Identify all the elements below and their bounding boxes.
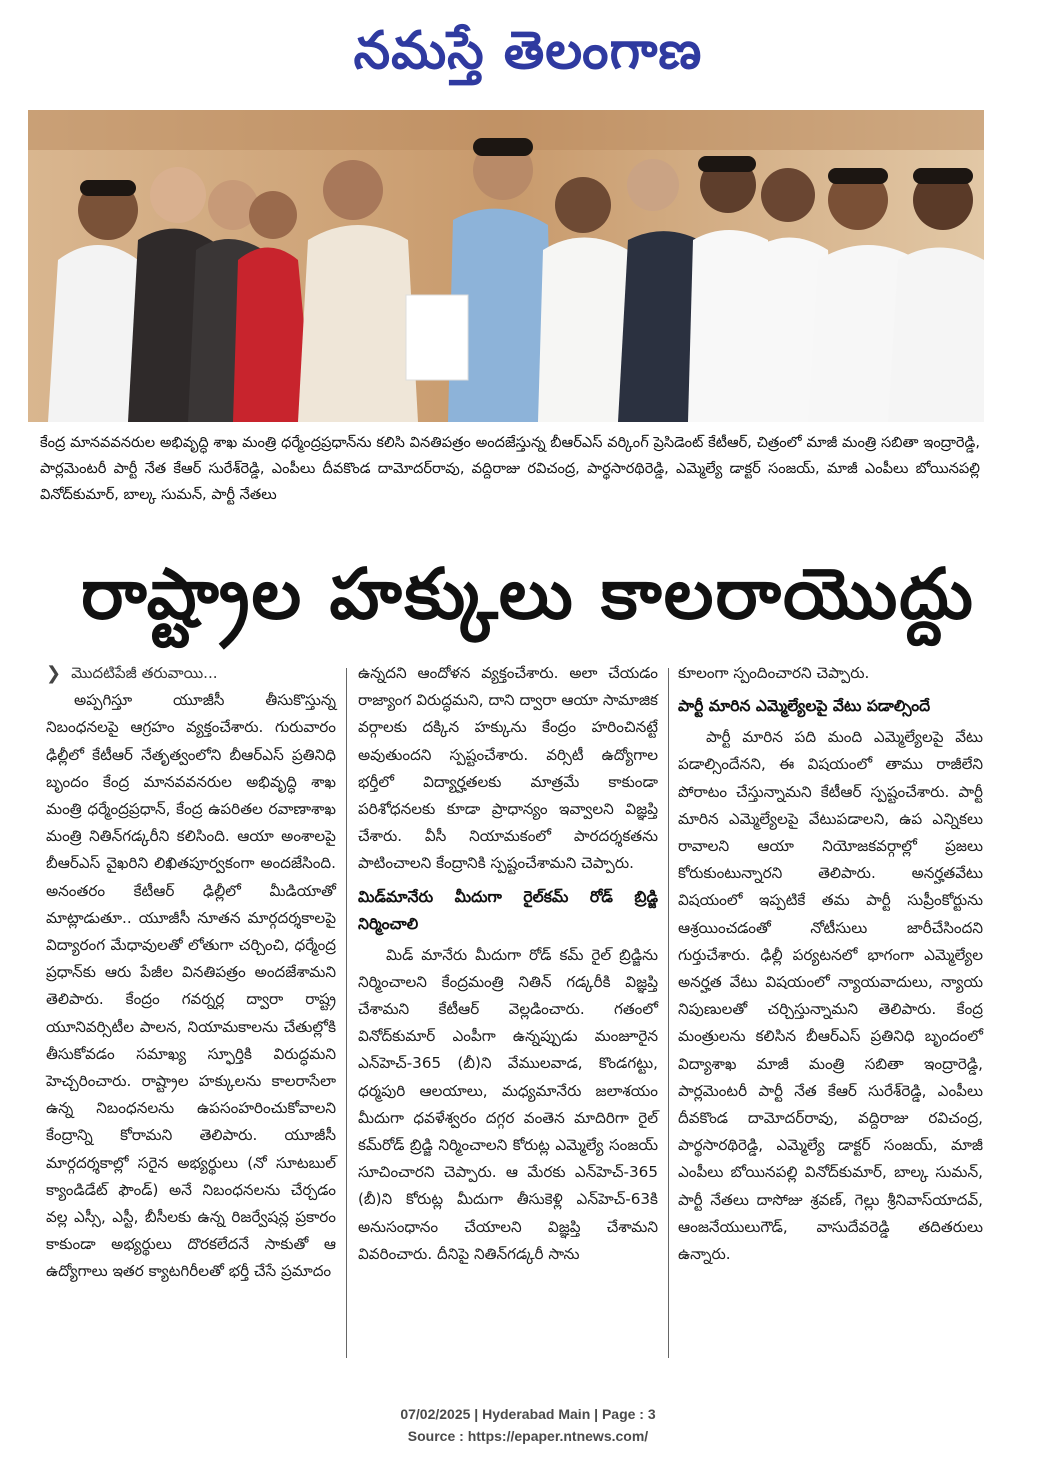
news-photo [28, 110, 984, 422]
source-link[interactable]: Source : https://epaper.ntnews.com/ [407, 1428, 649, 1444]
article-column-1 [46, 660, 336, 1286]
column-divider [668, 668, 669, 1358]
chevron-right-icon: ❯ [46, 663, 62, 684]
photo-caption: కేంద్ర మానవవనరుల అభివృద్ధి శాఖ మంత్రి ధర్మేంద్రప్రధాన్‌ను కలిసి వినతిపత్రం అందజేస్తున్న బీఆర్‌ఎస్ వర్కింగ్ ప్రెసిడెంట్ కేటీఆర్, చిత్రంలో మాజీ మంత్రి సబితా ఇంద్రారెడ్డి, పార్లమెంటరీ పార్టీ నేత కేఆర్ సురేశ్‌రెడ్డి, ఎంపీలు దీవకొండ దామోదర్‌రావు, వద్దిరాజు రవిచంద్ర, పార్థసారథిరెడ్డి, ఎమ్మెల్యే డాక్టర్ సంజయ్, మాజీ ఎంపీలు బోయినపల్లి వినోద్‌కుమార్, బాల్క సుమన్, పార్టీ నేతలు [40, 434, 980, 503]
column-1-body: అప్పగిస్తూ యూజీసీ తీసుకొస్తున్న నిబంధనలపై ఆగ్రహం వ్యక్తంచేశారు. గురువారం ఢిల్లీలో కేటీఆర్ నేతృత్వంలోని బీఆర్‌ఎస్ ప్రతినిధి బృందం కేంద్ర మానవవనరుల అభివృద్ధి శాఖ మంత్రి ధర్మేంద్రప్రధాన్, కేంద్ర ఉపరితల రవాణాశాఖ మంత్రి నితిన్‌గడ్కరీని కలిసింది. ఆయా అంశాలపై బీఆర్‌ఎస్ వైఖరిని లిఖితపూర్వకంగా అందజేసింది. అనంతరం కేటీఆర్ ఢిల్లీలో మీడియాతో మాట్లాడుతూ.. యూజీసీ నూతన మార్గదర్శకాలపై విద్యారంగ మేధావులతో లోతుగా చర్చించి, ధర్మేంద్ర ప్రధాన్‌కు ఆరు పేజీల వినతిపత్రం అందజేశామని తెలిపారు. కేంద్రం గవర్నర్ల ద్వారా రాష్ట్ర యూనివర్సిటీల పాలన, నియామకాలను చేతుల్లోకి తీసుకోవడం సమాఖ్య స్ఫూర్తికి విరుద్ధమని హెచ్చరించారు. రాష్ట్రాల హక్కులను కాలరాసేలా ఉన్న నిబంధనలను ఉపసంహరించుకోవాలని కేంద్రాన్ని కోరామని తెలిపారు. యూజీసీ మార్గదర్శకాల్లో సరైన అభ్యర్థులు (నో సూటబుల్ క్యాండిడేట్ ఫౌండ్) అనే నిబంధనలను చేర్చడం వల్ల ఎస్సీ, ఎస్టీ, బీసీలకు ఉన్న రిజర్వేషన్ల ప్రకారం కాకుండా అభ్యర్థులు దొరకలేదనే సాకుతో ఆ ఉద్యోగాలు ఇతర క్యాటగిరీలతో భర్తీ చేసే ప్రమాదం [46, 691, 336, 1281]
column-3-subheading: పార్టీ మారిన ఎమ్మెల్యేలపై వేటు పడాల్సిందే [678, 697, 931, 716]
column-2-body-2: మిడ్ మానేరు మీదుగా రోడ్ కమ్ రైల్ బ్రిడ్జిను నిర్మించాలని కేంద్రమంత్రి నితిన్ గడ్కరీకి విజ్ఞప్తి చేశామని కేటీఆర్ వెల్లడించారు. గతంలో వినోద్‌కుమార్ ఎంపీగా ఉన్నప్పుడు మంజూరైన ఎన్‌హెచ్-365 (బీ)ని వేములవాడ, కొండగట్టు, ధర్మపురి ఆలయాలు, మధ్యమానేరు జలాశయం మీదుగా ధవళేశ్వరం దగ్గర వంతెన మాదిరిగా రైల్ కమ్‌రోడ్ బ్రిడ్జి నిర్మించాలని కోరుట్ల ఎమ్మెల్యే సంజయ్ సూచించారని చెప్పారు. ఆ మేరకు ఎన్‌హెచ్-365 (బీ)ని కోరుట్ల మీదుగా తీసుకెళ్లి ఎన్‌హెచ్-63కి అనుసంధానం చేయాలని విజ్ఞప్తి చేశామని వివరించారు. దీనిపై నితిన్‌గడ్కరీ సాను [358, 945, 658, 1263]
page-info: 07/02/2025 | Hyderabad Main | Page : 3 [400, 1406, 656, 1422]
continued-label: మొదటిపేజీ తరువాయి... [71, 664, 218, 682]
continued-from-front-page [46, 660, 336, 687]
article-column-2 [358, 660, 658, 1268]
newspaper-title: నమస్తే తెలంగాణ [353, 21, 703, 81]
column-divider [346, 668, 347, 1358]
column-3-body-1: కూలంగా స్పందించారని చెప్పారు. [678, 664, 870, 682]
column-2-subheading: మిడ్‌మానేరు మీదుగా రైల్‌కమ్ రోడ్ బ్రిడ్జి నిర్మించాలి [358, 887, 658, 933]
headline: రాష్ట్రాల హక్కులు కాలరాయొద్దు [81, 553, 975, 635]
article-column-3 [678, 660, 983, 1268]
masthead [0, 6, 1056, 96]
column-3-body-2: పార్టీ మారిన పది మంది ఎమ్మెల్యేలపై వేటు పడాల్సిందేనని, ఈ విషయంలో తాము రాజీలేని పోరాటం చేస్తున్నామని కేటీఆర్ స్పష్టంచేశారు. పార్టీ మారిన ఎమ్మెల్యేలపై వేటుపడాలని, ఉప ఎన్నికలు రావాలని ఆయా నియోజకవర్గాల్లో ప్రజలు కోరుకుంటున్నారని తెలిపారు. అనర్హతవేటు విషయంలో ఇప్పటికే తమ పార్టీ సుప్రీంకోర్టును ఆశ్రయించడంతో నోటీసులు జారీచేసిందని గుర్తుచేశారు. ఢిల్లీ పర్యటనలో భాగంగా ఎమ్మెల్యేల అనర్హత వేటు విషయంలో న్యాయవాదులు, న్యాయ నిపుణులతో చర్చిస్తున్నామని తెలిపారు. కేంద్ర మంత్రులను కలిసిన బీఆర్‌ఎస్ ప్రతినిధి బృందంలో విద్యాశాఖ మాజీ మంత్రి సబితా ఇంద్రారెడ్డి, పార్లమెంటరీ పార్టీ నేత కేఆర్ సురేశ్‌రెడ్డి, ఎంపీలు దీవకొండ దామోదర్‌రావు, వద్దిరాజు రవిచంద్ర, పార్థసారథిరెడ్డి, ఎమ్మెల్యే డాక్టర్ సంజయ్, మాజీ ఎంపీలు బోయినపల్లి వినోద్‌కుమార్, బాల్క సుమన్, పార్టీ నేతలు దాసోజు శ్రవణ్, గెల్లు శ్రీనివాస్‌యాదవ్, ఆంజనేయులుగౌడ్, వాసుదేవరెడ్డి తదితరులు ఉన్నారు. [678, 728, 983, 1264]
group-photo-image [28, 110, 984, 422]
column-2-body-1: ఉన్నదని ఆందోళన వ్యక్తంచేశారు. అలా చేయడం రాజ్యాంగ విరుద్ధమని, దాని ద్వారా ఆయా సామాజిక వర్గాలకు దక్కిన హక్కును కేంద్రం హరించినట్టే అవుతుందని స్పష్టంచేశారు. వర్సిటీ ఉద్యోగాల భర్తీలో విద్యార్హతలకు మాత్రమే కాకుండా పరిశోధనలకు కూడా ప్రాధాన్యం ఇవ్వాలని విజ్ఞప్తి చేశారు. వీసీ నియామకంలో పారదర్శకతను పాటించాలని కేంద్రానికి స్పష్టంచేశామని చెప్పారు. [358, 664, 658, 873]
